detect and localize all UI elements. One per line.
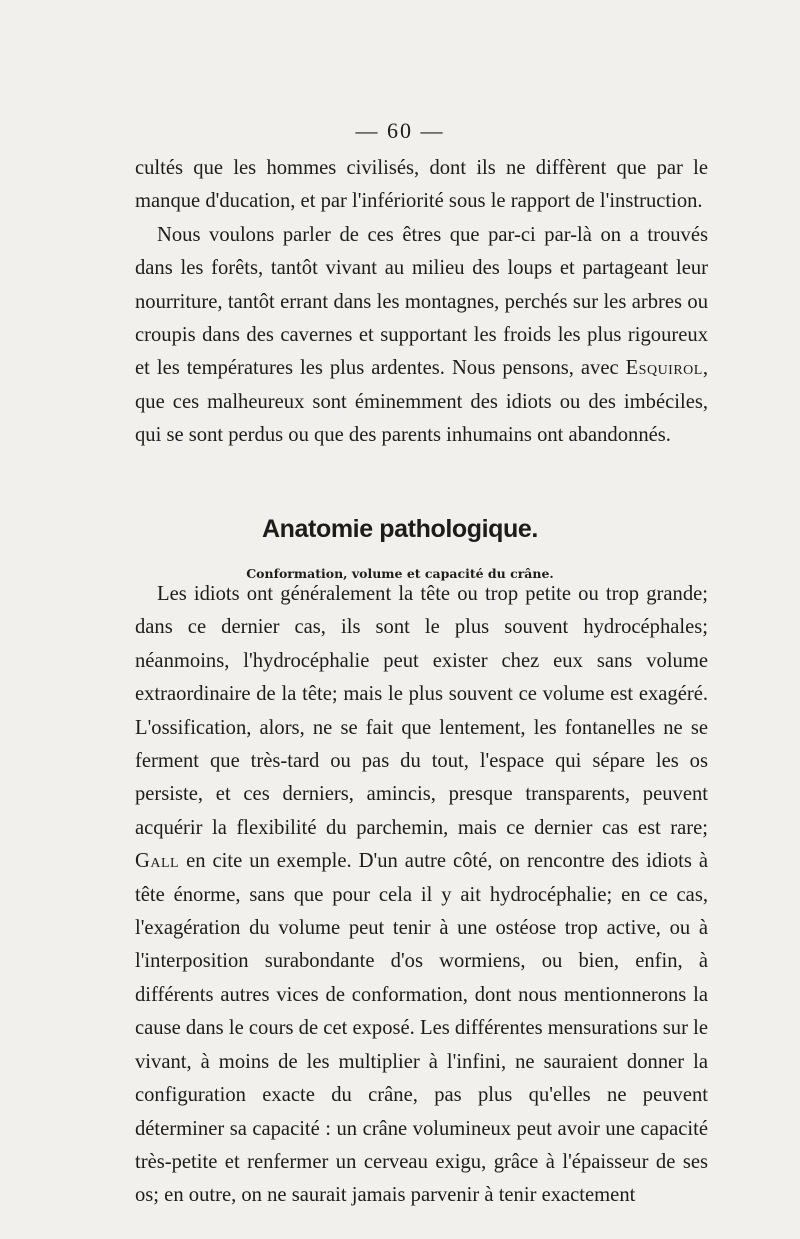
paragraph-2-text-a: Nous voulons parler de ces êtres que par-ci par-là on a trouvés dans les forêts, tantôt vivant au milieu des loups et partageant leur nourriture, tantôt errant dans les montagnes, perchés sur les arbres ou croupis dans des cavernes et supportant les froids les plus rigoureux et les températures les plus ardentes. Nous pensons, avec [135,223,708,380]
body-text-top [135,152,708,453]
section-subtitle: Conformation, volume et capacité du crâne. [246,566,554,581]
section-title: Anatomie pathologique. [262,515,538,543]
author-name-esquirol: Esquirol [625,357,703,380]
body-text-bottom [135,578,708,1213]
paragraph-3 [135,578,708,1213]
paragraph-2 [135,219,708,453]
paragraph-3-text-b: en cite un exemple. D'un autre côté, on rencontre des idiots à tête énorme, sans que pour cela il y ait hydrocéphalie; en ce cas, l'exagération du volume peut tenir à une ostéose trop active, ou à l'interposition surabondante d'os wormiens, ou bien, enfin, à différents autres vices de conformation, dont nous mentionnerons la cause dans le cours de cet exposé. Les différentes mensurations sur le vivant, à moins de les multiplier à l'infini, ne sauraient donner la configuration exacte du crâne, pas plus qu'elles ne peuvent déterminer sa capacité : un crâne volumineux peut avoir une capacité très-petite et renfermer un cerveau exigu, grâce à l'épaisseur de ses os; en outre, on ne saurait jamais parvenir à tenir exactement [135,850,708,1207]
author-name-gall: Gall [135,850,180,873]
page-number: — 60 — [355,118,445,143]
paragraph-2-text-b: , que ces malheureux sont éminemment des idiots ou des imbéciles, qui se sont perdus ou que des parents inhumains ont abandonnés. [135,357,708,447]
paragraph-1: cultés que les hommes civilisés, dont ils ne diffèrent que par le manque d'ducation, et par l'infériorité sous le rapport de l'instruction. [135,157,708,213]
paragraph-3-text-a: Les idiots ont généralement la tête ou trop petite ou trop grande; dans ce dernier cas, ils sont le plus souvent hydrocéphales; néanmoins, l'hydrocéphalie peut exister chez eux sans volume extraordinaire de la tête; mais le plus souvent ce volume est exagéré. L'ossification, alors, ne se fait que lentement, les fontanelles ne se ferment que très-tard ou pas du tout, l'espace qui sépare les os persiste, et ces derniers, amincis, presque transparents, peuvent acquérir la flexibilité du parchemin, mais ce dernier cas est rare; [135,583,708,839]
